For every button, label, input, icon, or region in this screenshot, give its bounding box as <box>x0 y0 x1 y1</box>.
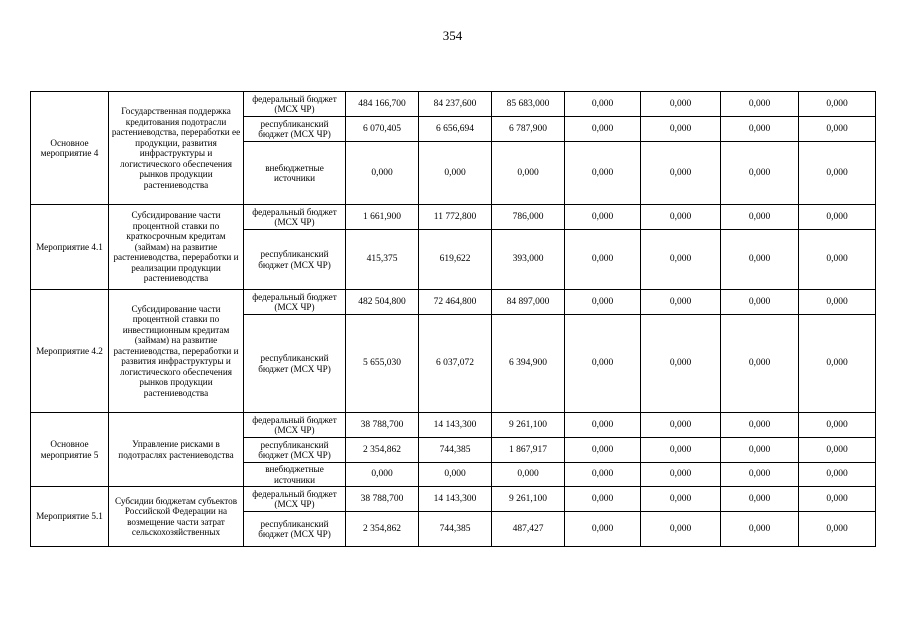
value-cell: 786,000 <box>492 205 565 230</box>
value-cell: 0,000 <box>721 142 799 205</box>
funding-source-cell: республиканский бюджет (МСХ ЧР) <box>244 117 346 142</box>
funding-source-cell: федеральный бюджет (МСХ ЧР) <box>244 205 346 230</box>
value-cell: 0,000 <box>565 142 641 205</box>
value-cell: 0,000 <box>346 142 419 205</box>
value-cell: 0,000 <box>565 290 641 315</box>
value-cell: 393,000 <box>492 230 565 290</box>
funding-source-cell: республиканский бюджет (МСХ ЧР) <box>244 315 346 413</box>
value-cell: 0,000 <box>799 290 876 315</box>
value-cell: 9 261,100 <box>492 487 565 512</box>
value-cell: 0,000 <box>641 142 721 205</box>
value-cell: 0,000 <box>641 463 721 487</box>
value-cell: 0,000 <box>721 512 799 547</box>
value-cell: 0,000 <box>799 142 876 205</box>
value-cell: 0,000 <box>721 290 799 315</box>
value-cell: 0,000 <box>641 413 721 438</box>
value-cell: 5 655,030 <box>346 315 419 413</box>
value-cell: 14 143,300 <box>419 487 492 512</box>
measure-cell: Основное мероприятие 4 <box>31 92 109 205</box>
value-cell: 0,000 <box>799 512 876 547</box>
value-cell: 0,000 <box>565 92 641 117</box>
value-cell: 6 070,405 <box>346 117 419 142</box>
value-cell: 0,000 <box>641 512 721 547</box>
value-cell: 84 237,600 <box>419 92 492 117</box>
table-body <box>31 92 876 547</box>
page-number: 354 <box>442 28 463 43</box>
table-row <box>31 413 876 438</box>
value-cell: 0,000 <box>492 463 565 487</box>
value-cell: 744,385 <box>419 512 492 547</box>
value-cell: 0,000 <box>419 142 492 205</box>
value-cell: 0,000 <box>419 463 492 487</box>
value-cell: 85 683,000 <box>492 92 565 117</box>
value-cell: 0,000 <box>721 487 799 512</box>
funding-source-cell: федеральный бюджет (МСХ ЧР) <box>244 92 346 117</box>
value-cell: 0,000 <box>641 315 721 413</box>
value-cell: 0,000 <box>721 92 799 117</box>
value-cell: 0,000 <box>799 487 876 512</box>
value-cell: 0,000 <box>565 315 641 413</box>
funding-source-cell: республиканский бюджет (МСХ ЧР) <box>244 230 346 290</box>
value-cell: 2 354,862 <box>346 512 419 547</box>
value-cell: 0,000 <box>721 205 799 230</box>
funding-source-cell: внебюджетные источники <box>244 142 346 205</box>
value-cell: 0,000 <box>346 463 419 487</box>
value-cell: 0,000 <box>641 438 721 463</box>
table-row <box>31 205 876 230</box>
description-cell: Субсидирование части процентной ставки по краткосрочным кредитам (займам) на развитие растениеводства, переработки и реализации продукции растениеводства <box>109 205 244 290</box>
value-cell: 0,000 <box>721 413 799 438</box>
value-cell: 0,000 <box>799 315 876 413</box>
value-cell: 1 661,900 <box>346 205 419 230</box>
measure-cell: Мероприятие 5.1 <box>31 487 109 547</box>
value-cell: 415,375 <box>346 230 419 290</box>
value-cell: 11 772,800 <box>419 205 492 230</box>
funding-source-cell: федеральный бюджет (МСХ ЧР) <box>244 487 346 512</box>
value-cell: 0,000 <box>641 117 721 142</box>
value-cell: 6 037,072 <box>419 315 492 413</box>
value-cell: 0,000 <box>641 290 721 315</box>
funding-source-cell: республиканский бюджет (МСХ ЧР) <box>244 438 346 463</box>
value-cell: 0,000 <box>565 117 641 142</box>
value-cell: 0,000 <box>565 438 641 463</box>
value-cell: 6 394,900 <box>492 315 565 413</box>
value-cell: 0,000 <box>565 230 641 290</box>
value-cell: 38 788,700 <box>346 487 419 512</box>
value-cell: 6 787,900 <box>492 117 565 142</box>
description-cell: Субсидии бюджетам субъектов Российской Федерации на возмещение части затрат сельскохозяйственных <box>109 487 244 547</box>
funding-source-cell: внебюджетные источники <box>244 463 346 487</box>
value-cell: 484 166,700 <box>346 92 419 117</box>
value-cell: 38 788,700 <box>346 413 419 438</box>
value-cell: 0,000 <box>799 413 876 438</box>
value-cell: 0,000 <box>641 205 721 230</box>
value-cell: 72 464,800 <box>419 290 492 315</box>
value-cell: 744,385 <box>419 438 492 463</box>
description-cell: Управление рисками в подотраслях растениеводства <box>109 413 244 487</box>
value-cell: 84 897,000 <box>492 290 565 315</box>
value-cell: 0,000 <box>799 117 876 142</box>
value-cell: 1 867,917 <box>492 438 565 463</box>
value-cell: 0,000 <box>721 438 799 463</box>
value-cell: 0,000 <box>799 438 876 463</box>
measure-cell: Мероприятие 4.2 <box>31 290 109 413</box>
funding-source-cell: республиканский бюджет (МСХ ЧР) <box>244 512 346 547</box>
table-row <box>31 290 876 315</box>
value-cell: 0,000 <box>565 463 641 487</box>
value-cell: 0,000 <box>565 205 641 230</box>
measure-cell: Мероприятие 4.1 <box>31 205 109 290</box>
table-row <box>31 92 876 117</box>
value-cell: 0,000 <box>721 117 799 142</box>
budget-table <box>30 91 876 547</box>
value-cell: 0,000 <box>721 315 799 413</box>
value-cell: 482 504,800 <box>346 290 419 315</box>
value-cell: 0,000 <box>565 487 641 512</box>
value-cell: 0,000 <box>799 205 876 230</box>
value-cell: 0,000 <box>799 230 876 290</box>
value-cell: 0,000 <box>492 142 565 205</box>
value-cell: 619,622 <box>419 230 492 290</box>
value-cell: 2 354,862 <box>346 438 419 463</box>
value-cell: 14 143,300 <box>419 413 492 438</box>
value-cell: 0,000 <box>641 92 721 117</box>
funding-source-cell: федеральный бюджет (МСХ ЧР) <box>244 290 346 315</box>
value-cell: 0,000 <box>721 230 799 290</box>
value-cell: 487,427 <box>492 512 565 547</box>
value-cell: 0,000 <box>799 463 876 487</box>
value-cell: 9 261,100 <box>492 413 565 438</box>
value-cell: 0,000 <box>641 230 721 290</box>
measure-cell: Основное мероприятие 5 <box>31 413 109 487</box>
table-row <box>31 487 876 512</box>
description-cell: Государственная поддержка кредитования подотрасли растениеводства, переработки ее продукции, развития инфраструктуры и логистического обеспечения рынков продукции растениеводства <box>109 92 244 205</box>
value-cell: 0,000 <box>799 92 876 117</box>
value-cell: 0,000 <box>565 413 641 438</box>
funding-source-cell: федеральный бюджет (МСХ ЧР) <box>244 413 346 438</box>
description-cell: Субсидирование части процентной ставки по инвестиционным кредитам (займам) на развитие растениеводства, переработки и развития инфраструктуры и логистического обеспечения рынков продукции растениеводства <box>109 290 244 413</box>
value-cell: 0,000 <box>641 487 721 512</box>
value-cell: 0,000 <box>721 463 799 487</box>
value-cell: 0,000 <box>565 512 641 547</box>
value-cell: 6 656,694 <box>419 117 492 142</box>
